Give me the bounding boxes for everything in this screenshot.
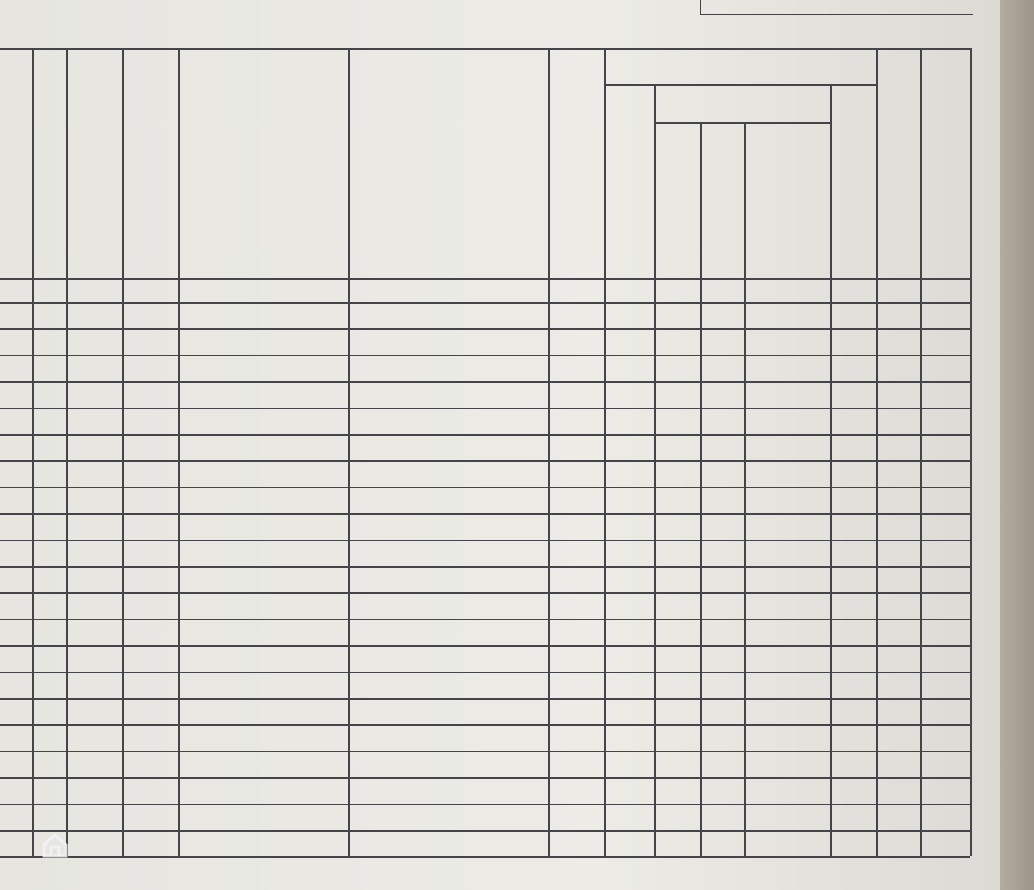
column-line: [66, 48, 68, 856]
row-line: [0, 619, 970, 621]
column-number-bottom-line: [0, 302, 970, 304]
row-line: [0, 513, 970, 515]
row-line: [0, 566, 970, 568]
row-line: [0, 355, 970, 357]
header-group-line: [604, 84, 876, 86]
row-line: [0, 592, 970, 594]
row-line: [0, 804, 970, 806]
row-line: [0, 408, 970, 410]
page-edge: [1000, 0, 1034, 890]
row-line: [0, 830, 970, 832]
column-line: [548, 48, 550, 856]
row-line: [0, 672, 970, 674]
column-line: [744, 122, 746, 856]
column-line: [604, 48, 606, 856]
row-line: [0, 856, 970, 858]
column-line: [830, 84, 832, 856]
row-line: [0, 751, 970, 753]
row-line: [0, 328, 970, 330]
column-line: [178, 48, 180, 856]
header-top-line: [0, 48, 970, 50]
column-line: [654, 84, 656, 856]
top-frame-corner: [700, 0, 973, 15]
column-line: [348, 48, 350, 856]
row-line: [0, 698, 970, 700]
column-line: [122, 48, 124, 856]
row-line: [0, 777, 970, 779]
watermark: [40, 830, 76, 860]
row-line: [0, 487, 970, 489]
header-bottom-line: [0, 278, 970, 280]
row-line: [0, 434, 970, 436]
column-line: [970, 48, 972, 856]
column-line: [920, 48, 922, 856]
row-line: [0, 540, 970, 542]
row-line: [0, 645, 970, 647]
column-line: [32, 48, 34, 856]
row-line: [0, 460, 970, 462]
house-logo-icon: [40, 830, 70, 860]
header-subgroup-line: [654, 122, 830, 124]
row-line: [0, 381, 970, 383]
column-line: [700, 122, 702, 856]
column-line: [876, 48, 878, 856]
row-line: [0, 724, 970, 726]
